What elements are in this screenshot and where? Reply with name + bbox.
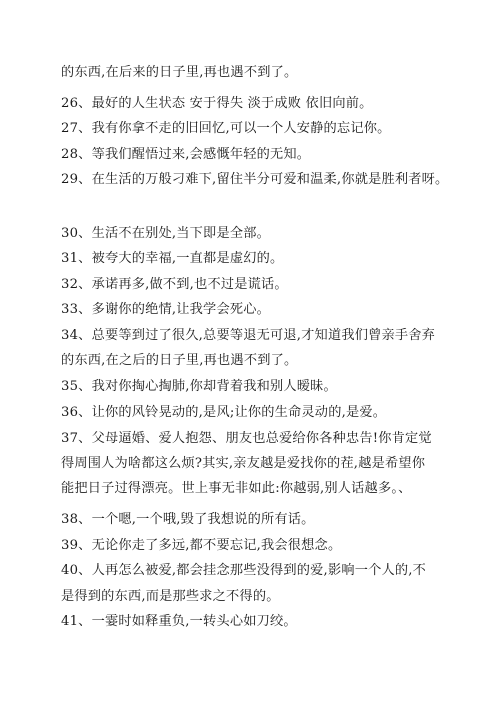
text-line: 37、父母逼婚、爱人抱怨、朋友也总爱给你各种忠告!你肯定觉 (61, 431, 432, 446)
text-line: 得周围人为啥都这么烦?其实,亲友越是爱找你的茬,越是希望你 (61, 456, 426, 471)
text-line: 的东西,在之后的日子里,再也遇不到了。 (61, 353, 298, 368)
text-line: 的东西,在后来的日子里,再也遇不到了。 (61, 65, 298, 80)
text-line: 31、被夸大的幸福,一直都是虚幻的。 (61, 251, 284, 266)
text-line: 40、人再怎么被爱,都会挂念那些没得到的爱,影响一个人的,不 (61, 563, 427, 578)
text-line: 35、我对你掏心掏肺,你却背着我和别人暧昧。 (61, 379, 337, 394)
text-line: 33、多谢你的绝情,让我学会死心。 (61, 302, 270, 317)
text-line: 27、我有你拿不走的旧回忆,可以一个人安静的忘记你。 (61, 121, 391, 136)
text-line: 26、最好的人生状态 安于得失 淡于成败 依旧向前。 (61, 96, 373, 111)
text-line: 32、承诺再多,做不到,也不过是谎话。 (61, 277, 288, 292)
text-line: 36、让你的风铃晃动的,是风;让你的生命灵动的,是爱。 (61, 405, 387, 420)
text-line: 41、一霎时如释重负,一转头心如刀绞。 (61, 614, 297, 629)
text-line: 是得到的东西,而是那些求之不得的。 (61, 589, 280, 604)
text-line: 38、一个嗯,一个哦,毁了我想说的所有话。 (61, 512, 315, 527)
text-line: 34、总要等到过了很久,总要等退无可退,才知道我们曾亲手舍弃 (61, 328, 436, 343)
text-line: 29、在生活的万般刁难下,留住半分可爱和温柔,你就是胜利者呀。 (61, 172, 449, 187)
text-line: 30、生活不在别处,当下即是全部。 (61, 226, 270, 241)
text-line: 能把日子过得漂亮。世上事无非如此:你越弱,别人话越多。、 (61, 481, 412, 496)
text-line: 39、无论你走了多远,都不要忘记,我会很想念。 (61, 538, 342, 553)
text-line: 28、等我们醒悟过来,会感慨年轻的无知。 (61, 147, 311, 162)
